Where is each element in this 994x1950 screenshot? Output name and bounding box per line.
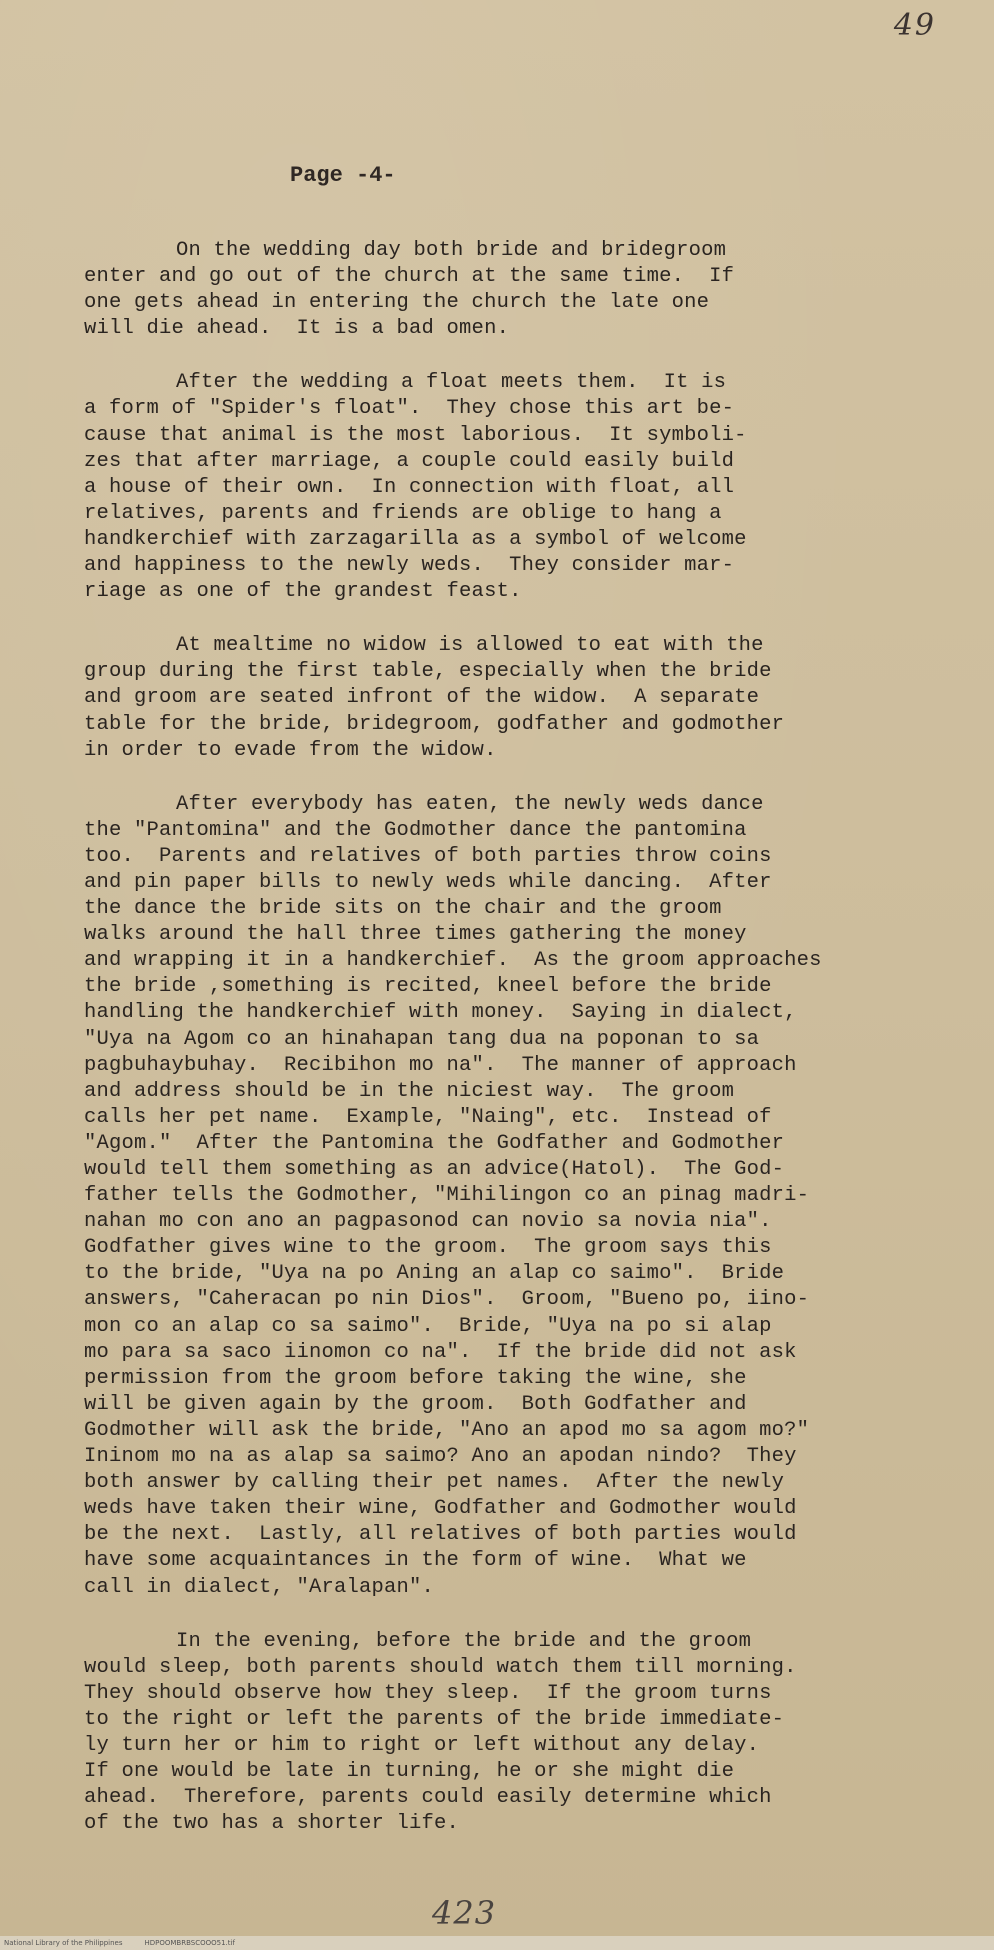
text-line: Godmother will ask the bride, "Ano an apod mo sa agom mo?" — [84, 1418, 810, 1442]
text-line: table for the bride, bridegroom, godfather and godmother — [84, 712, 785, 736]
text-line: If one would be late in turning, he or she might die — [84, 1760, 735, 1784]
folio-number: 49 — [893, 8, 936, 43]
text-line: mo para sa saco iinomon co na". If the bride did not ask — [84, 1340, 797, 1364]
text-line: a form of "Spider's float". They chose this art be- — [84, 397, 735, 421]
body-text — [84, 238, 964, 1865]
text-line: a house of their own. In connection with float, all — [84, 475, 735, 499]
text-line: and groom are seated infront of the widow. A separate — [84, 686, 760, 710]
text-line: and address should be in the niciest way. The groom — [84, 1079, 735, 1103]
text-line: enter and go out of the church at the same time. If — [84, 265, 735, 289]
text-line: mon co an alap co sa saimo". Bride, "Uya na po si alap — [84, 1314, 772, 1338]
text-line: ly turn her or him to right or left without any delay. — [84, 1733, 760, 1757]
text-line: the dance the bride sits on the chair and the groom — [84, 897, 722, 921]
text-line: the "Pantomina" and the Godmother dance the pantomina — [84, 818, 747, 842]
paragraph — [84, 792, 964, 1601]
text-line: walks around the hall three times gathering the money — [84, 923, 747, 947]
text-line: Ininom mo na as alap sa saimo? Ano an apodan nindo? They — [84, 1445, 797, 1469]
text-line: cause that animal is the most laborious. It symboli- — [84, 423, 747, 447]
text-line: riage as one of the grandest feast. — [84, 580, 522, 604]
text-line: answers, "Caheracan po nin Dios". Groom, "Bueno po, iino- — [84, 1288, 810, 1312]
text-line: zes that after marriage, a couple could easily build — [84, 449, 735, 473]
text-line: of the two has a shorter life. — [84, 1812, 460, 1836]
text-line: They should observe how they sleep. If the groom turns — [84, 1681, 772, 1705]
text-line: Godfather gives wine to the groom. The groom says this — [84, 1236, 772, 1260]
page-heading: Page -4- — [290, 163, 396, 188]
text-line: permission from the groom before taking the wine, she — [84, 1366, 747, 1390]
text-line: call in dialect, "Aralapan". — [84, 1575, 435, 1599]
text-line: relatives, parents and friends are oblige to hang a — [84, 501, 722, 525]
text-line: and happiness to the newly weds. They consider mar- — [84, 554, 735, 578]
paragraph — [84, 238, 964, 342]
text-line: weds have taken their wine, Godfather and Godmother would — [84, 1497, 797, 1521]
text-line: "Uya na Agom co an hinahapan tang dua na poponan to sa — [84, 1027, 760, 1051]
text-line: would tell them something as an advice(Hatol). The God- — [84, 1158, 785, 1181]
text-line: At mealtime no widow is allowed to eat with the — [176, 634, 764, 658]
text-line: have some acquaintances in the form of wine. What we — [84, 1549, 747, 1573]
text-line: After the wedding a float meets them. It is — [176, 371, 727, 395]
handwritten-page-number: 423 — [432, 1894, 497, 1932]
text-line: pagbuhaybuhay. Recibihon mo na". The manner of approach — [84, 1053, 797, 1077]
text-line: will die ahead. It is a bad omen. — [84, 317, 510, 341]
text-line: would sleep, both parents should watch them till morning. — [84, 1655, 797, 1679]
paragraph — [84, 633, 964, 763]
text-line: ahead. Therefore, parents could easily determine which — [84, 1786, 772, 1810]
text-line: group during the first table, especially when the bride — [84, 660, 772, 684]
paragraph — [84, 370, 964, 605]
text-line: in order to evade from the widow. — [84, 738, 497, 762]
footer-file-name: HDPOOMBRBSCOOO51.tif — [144, 1939, 235, 1947]
paragraph — [84, 1629, 964, 1838]
text-line: On the wedding day both bride and bridegroom — [176, 239, 727, 262]
text-line: In the evening, before the bride and the groom — [176, 1629, 752, 1653]
text-line: handling the handkerchief with money. Saying in dialect, — [84, 1001, 797, 1025]
footer-institution: National Library of the Philippines — [4, 1939, 123, 1947]
text-line: nahan mo con ano an pagpasonod can novio sa novia nia". — [84, 1210, 772, 1234]
text-line: to the bride, "Uya na po Aning an alap co saimo". Bride — [84, 1262, 785, 1286]
text-line: father tells the Godmother, "Mihilingon co an pinag madri- — [84, 1184, 810, 1208]
text-line: calls her pet name. Example, "Naing", etc. Instead of — [84, 1105, 772, 1129]
text-line: and pin paper bills to newly weds while dancing. After — [84, 870, 772, 894]
text-line: to the right or left the parents of the bride immediate- — [84, 1707, 785, 1731]
text-line: and wrapping it in a handkerchief. As the groom approaches — [84, 949, 822, 973]
text-line: handkerchief with zarzagarilla as a symbol of welcome — [84, 527, 747, 551]
text-line: be the next. Lastly, all relatives of both parties would — [84, 1523, 797, 1547]
scan-footer-strip — [0, 1936, 994, 1950]
text-line: the bride ,something is recited, kneel before the bride — [84, 975, 772, 999]
text-line: one gets ahead in entering the church the late one — [84, 291, 710, 315]
text-line: "Agom." After the Pantomina the Godfather and Godmother — [84, 1131, 785, 1155]
text-line: will be given again by the groom. Both Godfather and — [84, 1392, 747, 1416]
text-line: After everybody has eaten, the newly weds dance — [176, 792, 764, 816]
text-line: both answer by calling their pet names. After the newly — [84, 1471, 785, 1495]
text-line: too. Parents and relatives of both parties throw coins — [84, 844, 772, 868]
